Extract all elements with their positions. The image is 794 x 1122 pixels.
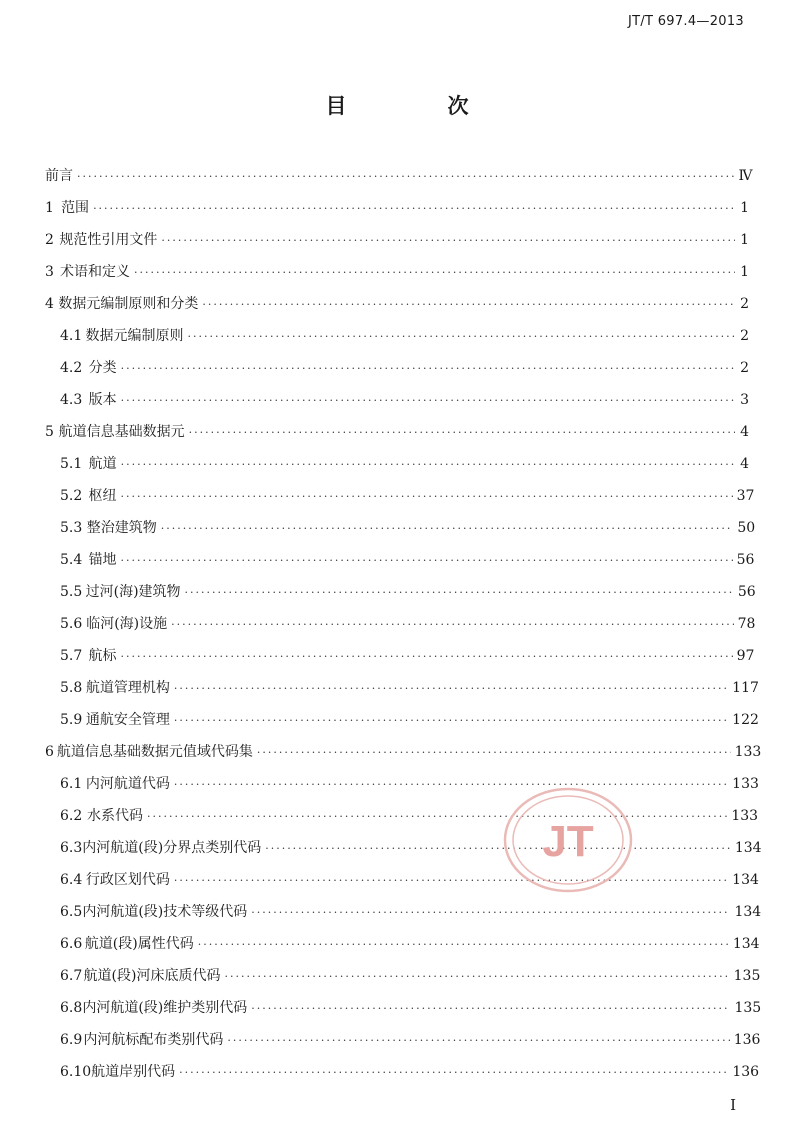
toc-dot-leader	[188, 321, 735, 353]
toc-entry-label: 航道(段)河床底质代码	[83, 968, 221, 984]
toc-entry-number: 6.5	[60, 904, 83, 920]
toc-entry-page: 134	[734, 904, 762, 920]
toc-entry-number: 4.2	[60, 360, 83, 376]
toc-entry-page: 78	[737, 616, 756, 632]
toc-entry[interactable]	[45, 800, 759, 832]
toc-entry-page: 134	[734, 840, 762, 856]
toc-dot-leader	[93, 193, 735, 225]
toc-dot-leader	[189, 417, 735, 449]
toc-entry-label: 整治建筑物	[86, 520, 157, 536]
toc-dot-leader	[174, 705, 728, 737]
toc-entry-page: 56	[736, 552, 755, 568]
toc-entry-label: 过河(海)建筑物	[85, 584, 181, 600]
toc-dot-leader	[251, 993, 730, 1025]
toc-entry[interactable]	[45, 640, 755, 672]
toc-entry[interactable]	[45, 1056, 760, 1088]
toc-entry-label: 分类	[88, 360, 117, 376]
page-title: 目 次	[325, 93, 509, 118]
toc-entry-number: 2	[45, 232, 54, 248]
toc-entry-number: 5.8	[60, 680, 83, 696]
toc-entry-page: 1	[740, 232, 749, 248]
toc-dot-leader	[257, 737, 731, 769]
toc-dot-leader	[174, 769, 728, 801]
toc-entry-page: 2	[740, 296, 749, 312]
toc-dot-leader	[251, 897, 730, 929]
toc-entry-label: 水系代码	[87, 808, 144, 824]
toc-entry-label: 术语和定义	[60, 264, 131, 280]
toc-dot-leader	[174, 673, 728, 705]
toc-entry-label: 航道岸别代码	[91, 1064, 176, 1080]
toc-entry-label: 航道信息基础数据元值域代码集	[56, 744, 253, 760]
toc-entry-number: 6.1	[60, 776, 83, 792]
toc-entry-page: 1	[740, 200, 749, 216]
toc-entry[interactable]	[45, 512, 756, 544]
toc-entry-label: 前言	[45, 168, 73, 184]
toc-entry-page: 2	[740, 328, 749, 344]
toc-dot-leader	[224, 961, 729, 993]
toc-dot-leader	[121, 353, 735, 385]
toc-dot-leader	[121, 449, 735, 481]
toc-entry[interactable]	[45, 352, 749, 384]
toc-entry-number: 5.9	[60, 712, 83, 728]
toc-entry-label: 版本	[88, 392, 117, 408]
toc-entry-page: 2	[740, 360, 749, 376]
toc-entry-page: 136	[733, 1032, 761, 1048]
toc-entry-number: 6.10	[60, 1064, 92, 1080]
toc-entry-page: 133	[732, 776, 759, 792]
table-of-contents	[45, 160, 762, 1088]
toc-entry-label: 范围	[61, 200, 90, 216]
toc-entry-page: Ⅳ	[738, 168, 753, 184]
toc-entry-number: 5.3	[60, 520, 83, 536]
toc-entry-number: 3	[45, 264, 54, 280]
toc-entry-label: 航标	[88, 648, 117, 664]
toc-dot-leader	[121, 641, 733, 673]
toc-entry-label: 内河航标配布类别代码	[83, 1032, 224, 1048]
toc-entry-number: 6.4	[60, 872, 83, 888]
toc-entry-page: 135	[734, 1000, 762, 1016]
toc-entry-page: 134	[732, 936, 760, 952]
toc-entry-page: 136	[732, 1064, 760, 1080]
toc-entry[interactable]	[45, 384, 749, 416]
toc-dot-leader	[171, 609, 733, 641]
standard-code: JT/T 697.4—2013	[627, 14, 744, 29]
toc-dot-leader	[202, 289, 735, 321]
toc-entry[interactable]	[45, 1024, 761, 1056]
toc-entry-page: 122	[732, 712, 759, 728]
toc-entry-page: 4	[740, 456, 749, 472]
toc-entry-label: 航道	[88, 456, 117, 472]
toc-entry-page: 1	[740, 264, 749, 280]
toc-entry-number: 6.6	[60, 936, 83, 952]
toc-entry-label: 行政区划代码	[85, 872, 170, 888]
toc-entry-number: 6.2	[60, 808, 83, 824]
toc-entry[interactable]	[45, 928, 760, 960]
toc-entry-page: 37	[736, 488, 755, 504]
toc-dot-leader	[198, 929, 729, 961]
toc-entry[interactable]	[45, 960, 761, 992]
toc-entry-number: 5.7	[60, 648, 83, 664]
toc-entry[interactable]	[45, 704, 759, 736]
toc-entry-number: 5.1	[60, 456, 83, 472]
toc-entry[interactable]	[45, 736, 762, 768]
toc-dot-leader	[174, 865, 728, 897]
stamp-text: JT	[542, 817, 594, 866]
toc-entry-number: 4.3	[60, 392, 83, 408]
toc-dot-leader	[147, 801, 727, 833]
toc-entry-page: 50	[737, 520, 756, 536]
page-number: I	[730, 1096, 736, 1114]
toc-entry-page: 117	[732, 680, 759, 696]
toc-dot-leader	[161, 225, 735, 257]
toc-entry[interactable]	[45, 448, 749, 480]
toc-dot-leader	[179, 1057, 728, 1089]
toc-entry-label: 规范性引用文件	[59, 232, 158, 248]
toc-entry[interactable]	[45, 192, 749, 224]
toc-entry[interactable]	[45, 288, 749, 320]
toc-dot-leader	[265, 833, 731, 865]
toc-entry[interactable]	[45, 896, 762, 928]
toc-entry[interactable]	[45, 672, 759, 704]
toc-entry-number: 6	[45, 744, 54, 760]
toc-entry-number: 6.3	[60, 840, 83, 856]
toc-entry-page: 134	[732, 872, 759, 888]
toc-entry-label: 枢纽	[88, 488, 117, 504]
toc-entry-number: 5.5	[60, 584, 83, 600]
toc-entry-number: 6.7	[60, 968, 83, 984]
toc-entry-number: 6.9	[60, 1032, 83, 1048]
toc-dot-leader	[121, 545, 733, 577]
toc-entry[interactable]	[45, 768, 759, 800]
toc-entry-label: 航道信息基础数据元	[58, 424, 185, 440]
toc-dot-leader	[77, 161, 735, 193]
toc-entry-number: 1	[45, 200, 54, 216]
toc-entry-label: 航道管理机构	[85, 680, 170, 696]
toc-entry-page: 135	[733, 968, 761, 984]
toc-entry-label: 临河(海)设施	[86, 616, 168, 632]
toc-entry[interactable]	[45, 256, 749, 288]
toc-entry-page: 56	[737, 584, 756, 600]
toc-dot-leader	[121, 385, 735, 417]
toc-dot-leader	[134, 257, 735, 289]
toc-entry-label: 数据元编制原则	[85, 328, 184, 344]
toc-entry[interactable]	[45, 864, 759, 896]
toc-entry-label: 内河航道(段)维护类别代码	[82, 1000, 248, 1016]
toc-entry-page: 133	[734, 744, 762, 760]
toc-entry-label: 内河航道代码	[85, 776, 170, 792]
toc-entry-label: 内河航道(段)技术等级代码	[82, 904, 248, 920]
toc-entry[interactable]	[45, 160, 753, 192]
toc-entry-page: 133	[731, 808, 759, 824]
toc-dot-leader	[185, 577, 734, 609]
toc-entry-number: 4.1	[60, 328, 83, 344]
toc-entry-page: 3	[740, 392, 749, 408]
toc-entry[interactable]	[45, 224, 749, 256]
toc-entry-label: 锚地	[88, 552, 117, 568]
toc-entry-label: 内河航道(段)分界点类别代码	[82, 840, 262, 856]
toc-entry-number: 6.8	[60, 1000, 83, 1016]
jt-watermark-stamp	[502, 786, 634, 894]
toc-entry-number: 5.6	[60, 616, 83, 632]
toc-entry-number: 5	[45, 424, 54, 440]
toc-entry-label: 数据元编制原则和分类	[58, 296, 199, 312]
toc-entry[interactable]	[45, 992, 762, 1024]
toc-entry[interactable]	[45, 480, 755, 512]
toc-dot-leader	[121, 481, 733, 513]
toc-entry-label: 航道(段)属性代码	[84, 936, 194, 952]
toc-entry[interactable]	[45, 416, 749, 448]
toc-entry[interactable]	[45, 544, 755, 576]
toc-entry-number: 5.2	[60, 488, 83, 504]
toc-dot-leader	[161, 513, 734, 545]
toc-entry-number: 5.4	[60, 552, 83, 568]
toc-dot-leader	[227, 1025, 729, 1057]
toc-entry-label: 通航安全管理	[85, 712, 170, 728]
toc-entry[interactable]	[45, 832, 762, 864]
toc-entry[interactable]	[45, 576, 756, 608]
toc-entry[interactable]	[45, 608, 756, 640]
toc-entry-page: 4	[740, 424, 749, 440]
toc-entry[interactable]	[45, 320, 749, 352]
toc-entry-number: 4	[45, 296, 54, 312]
toc-entry-page: 97	[736, 648, 755, 664]
